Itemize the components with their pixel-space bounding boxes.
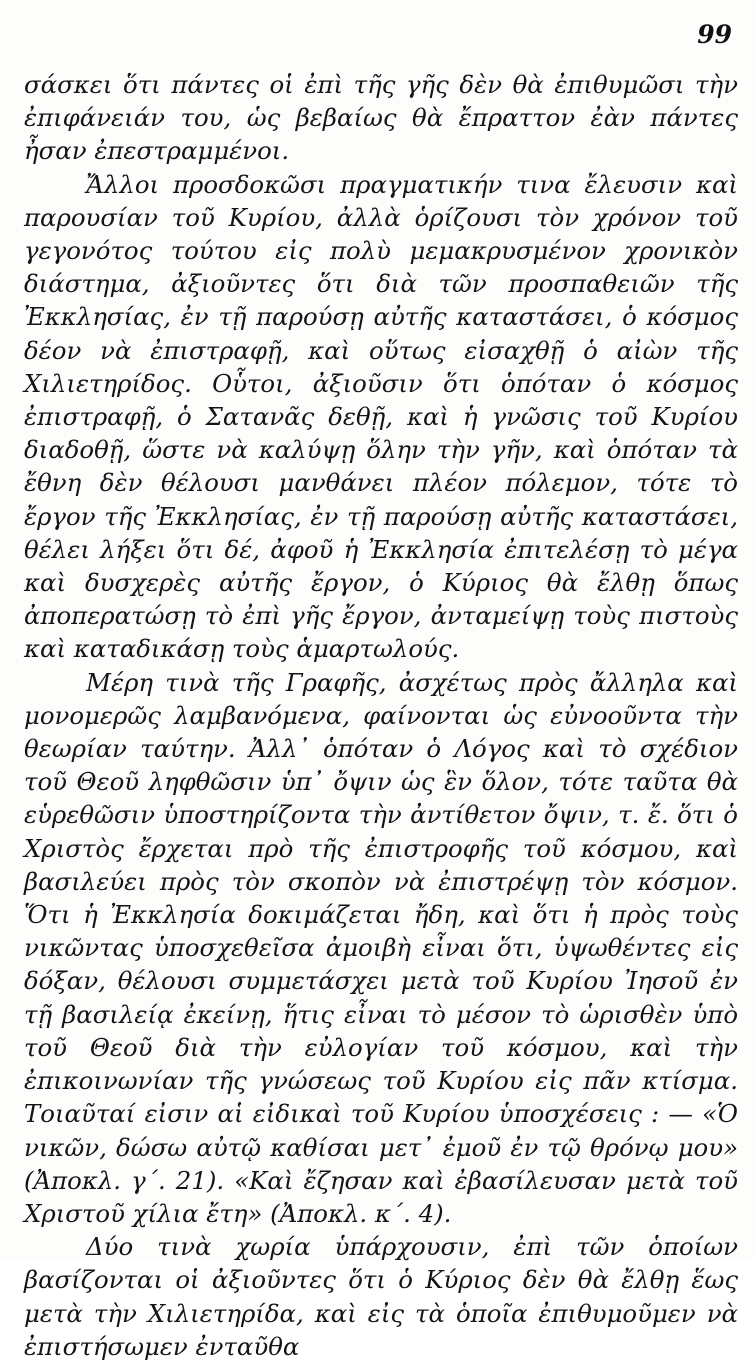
paragraph-continuation: σάσκει ὅτι πάντες οἱ ἐπὶ τῆς γῆς δὲν θὰ ἐπιθυμῶσι τὴν ἐπιφάνειάν του, ὡς βεβαίως θὰ ἔπραττον ἐὰν πάντες ἦσαν ἐπεστραμμένοι. (24, 70, 738, 166)
paragraph-two-passages: Δύο τινὰ χωρία ὑπάρχουσιν, ἐπὶ τῶν ὁποίων βασίζονται οἱ ἀξιοῦντες ὅτι ὁ Κύριος δὲν θὰ ἔλθῃ ἕως μετὰ τὴν Χιλιετηρίδα, καὶ εἰς τὰ ὁποῖα ἐπιθυμοῦμεν νὰ ἐπιστήσωμεν ἐνταῦθα (24, 1232, 738, 1361)
page-body-text (24, 68, 738, 1363)
paragraph-others-expect: Ἄλλοι προσδοκῶσι πραγματικήν τινα ἔλευσιν καὶ παρουσίαν τοῦ Κυρίου, ἀλλὰ ὁρίζουσι τὸν χρόνον τοῦ γεγονότος τούτου εἰς πολὺ μεμακρυσμένον χρονικὸν διάστημα, ἀξιοῦντες ὅτι διὰ τῶν προσπαθειῶν τῆς Ἐκκλησίας, ἐν τῇ παρούσῃ αὐτῆς καταστάσει, ὁ κόσμος δέον νὰ ἐπιστραφῇ, καὶ οὕτως εἰσαχθῇ ὁ αἰὼν τῆς Χιλιετηρίδος. Οὗτοι, ἀξιοῦσιν ὅτι ὁπόταν ὁ κόσμος ἐπιστραφῇ, ὁ Σατανᾶς δεθῇ, καὶ ἡ γνῶσις τοῦ Κυρίου διαδοθῇ, ὥστε νὰ καλύψῃ ὅλην τὴν γῆν, καὶ ὁπόταν τὰ ἔθνη δὲν θέλουσι μανθάνει πλέον πόλεμον, τότε τὸ ἔργον τῆς Ἐκκλησίας, ἐν τῇ παρούσῃ αὐτῆς καταστάσει, θέλει λήξει ὅτι δέ, ἀφοῦ ἡ Ἐκκλησία ἐπιτελέσῃ τὸ μέγα καὶ δυσχερὲς αὐτῆς ἔργον, ὁ Κύριος θὰ ἔλθῃ ὅπως ἀποπερατώσῃ τὸ ἐπὶ γῆς ἔργον, ἀνταμείψῃ τοὺς πιστοὺς καὶ καταδικάσῃ τοὺς ἁμαρτωλούς. (24, 169, 738, 664)
page-number: 99 (697, 20, 732, 49)
paragraph-scripture-parts: Μέρη τινὰ τῆς Γραφῆς, ἀσχέτως πρὸς ἄλληλα καὶ μονομερῶς λαμβανόμενα, φαίνονται ὡς εὐνοοῦντα τὴν θεωρίαν ταύτην. Ἀλλ᾿ ὁπόταν ὁ Λόγος καὶ τὸ σχέδιον τοῦ Θεοῦ ληφθῶσιν ὑπ᾿ ὄψιν ὡς ἓν ὅλον, τότε ταῦτα θὰ εὑρεθῶσιν ὑποστηρίζοντα τὴν ἀντίθετον ὄψιν, τ. ἔ. ὅτι ὁ Χριστὸς ἔρχεται πρὸ τῆς ἐπιστροφῆς τοῦ κόσμου, καὶ βασιλεύει πρὸς τὸν σκοπὸν νὰ ἐπιστρέψῃ τὸν κόσμον. Ὅτι ἡ Ἐκκλησία δοκιμάζεται ἤδη, καὶ ὅτι ἡ πρὸς τοὺς νικῶντας ὑποσχεθεῖσα ἀμοιβὴ εἶναι ὅτι, ὑψωθέντες εἰς δόξαν, θέλουσι συμμετάσχει μετὰ τοῦ Κυρίου Ἰησοῦ ἐν τῇ βασιλείᾳ ἐκείνῃ, ἥτις εἶναι τὸ μέσον τὸ ὡρισθὲν ὑπὸ τοῦ Θεοῦ διὰ τὴν εὐλογίαν τοῦ κόσμου, καὶ τὴν ἐπικοινωνίαν τῆς γνώσεως τοῦ Κυρίου εἰς πᾶν κτίσμα. Τοιαῦταί εἰσιν αἱ εἰδικαὶ τοῦ Κυρίου ὑποσχέσεις : — «Ὁ νικῶν, δώσω αὐτῷ καθίσαι μετ᾿ ἐμοῦ ἐν τῷ θρόνῳ μου» (Ἀποκλ. γ΄. 21). «Καὶ ἔζησαν καὶ ἐβασίλευσαν μετὰ τοῦ Χριστοῦ χίλια ἔτη» (Ἀποκλ. κ΄. 4). (24, 667, 738, 1228)
